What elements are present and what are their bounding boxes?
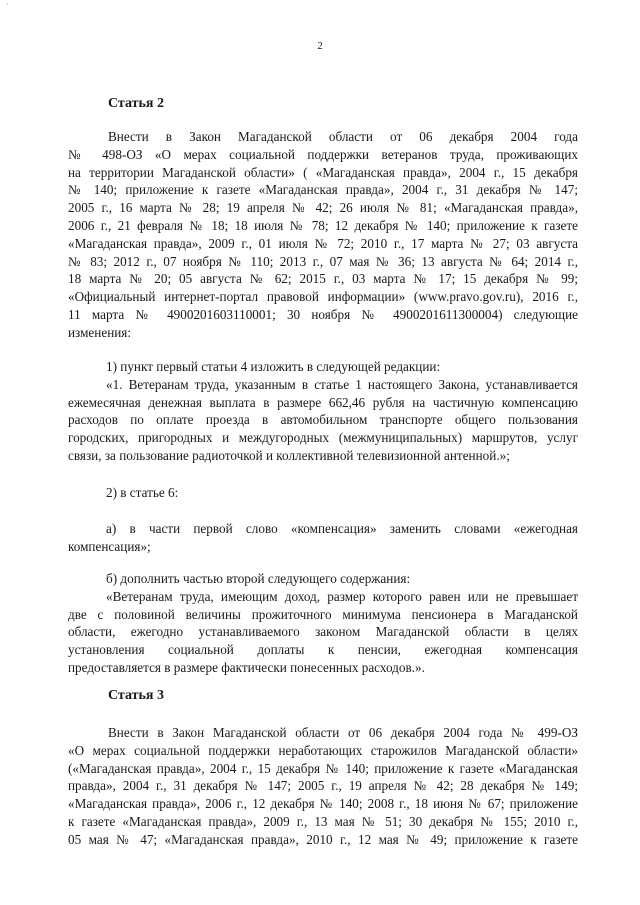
- text-line: связи, за пользование радиоточкой и коллективной телевизионной антенной.»;: [68, 447, 510, 463]
- text-line: 2006 г., 21 февраля № 18; 18 июля № 78; 12 декабря № 140; приложение к газете: [68, 217, 578, 233]
- text-line: правда», 2004 г., 31 декабря № 147; 2005 г., 19 апреля № 42; 28 декабря № 149;: [68, 778, 578, 794]
- article-2-item-2a: [68, 520, 578, 556]
- text-line: предоставляется в размере фактически понесенных расходов.».: [68, 659, 425, 675]
- text-line: компенсация»;: [68, 538, 151, 554]
- text-line: («Магаданская правда», 2004 г., 15 декабря № 140; приложение к газете «Магаданская: [68, 760, 578, 776]
- page-number: 2: [317, 40, 323, 52]
- text-line: «Ветеранам труда, имеющим доход, размер которого равен или не превышает: [106, 588, 578, 604]
- text-line: 05 мая № 47; «Магаданская правда», 2010 г., 12 мая № 49; приложение к газете: [68, 831, 578, 847]
- text-line: «1. Ветеранам труда, указанным в статье 1 настоящего Закона, устанавливается: [106, 376, 578, 392]
- text-line: № 498-ОЗ «О мерах социальной поддержки ветеранов труда, проживающих: [68, 146, 578, 162]
- text-line: установления социальной доплаты к пенсии, ежегодная компенсация: [68, 642, 578, 658]
- text-line: изменения:: [68, 324, 132, 340]
- text-line: области, ежегодно устанавливаемого законом Магаданской области в целях: [68, 624, 578, 640]
- text-line: к газете «Магаданская правда», 2009 г., 13 мая № 51; 30 декабря № 155; 2010 г.,: [68, 813, 578, 829]
- text-line: 18 марта № 20; 05 августа № 62; 2015 г., 03 марта № 17; 15 декабря № 99;: [68, 271, 578, 287]
- article-2-item-1: [68, 358, 578, 465]
- text-line: а) в части первой слово «компенсация» заменить словами «ежегодная: [106, 521, 578, 536]
- text-line: № 140; приложение к газете «Магаданская правда», 2004 г., 31 декабря № 147;: [68, 182, 578, 198]
- text-line: «Магаданская правда», 2009 г., 01 июля № 72; 2010 г., 17 марта № 27; 03 августа: [68, 235, 578, 251]
- text-line: «О мерах социальной поддержки неработающих старожилов Магаданской области»: [68, 742, 578, 758]
- text-line: «Магаданская правда», 2006 г., 12 декабря № 140; 2008 г., 18 июня № 67; приложение: [68, 796, 578, 812]
- text-line: «Официальный интернет-портал правовой информации» (www.pravo.gov.ru), 2016 г.,: [68, 289, 578, 305]
- text-line: № 83; 2012 г., 07 ноября № 110; 2013 г., 07 мая № 36; 13 августа № 64; 2014 г.,: [68, 253, 578, 269]
- article-2-heading: Статья 2: [108, 96, 164, 111]
- text-line: Внести в Закон Магаданской области от 06 декабря 2004 года: [108, 129, 578, 144]
- corner-scan-mark: ´: [6, 2, 9, 11]
- text-line: две с половиной величины прожиточного минимума пенсионера в Магаданской: [68, 606, 578, 622]
- text-line: городских, пригородных и междугородных (межмуниципальных) маршрутов, услуг: [68, 430, 578, 446]
- text-line: 2) в статье 6:: [106, 485, 179, 500]
- text-line: ежемесячная денежная выплата в размере 662,46 рубля на частичную компенсацию: [68, 394, 578, 410]
- article-3-heading: Статья 3: [108, 688, 164, 703]
- text-line: 11 марта № 4900201603110001; 30 ноября № 4900201611300004) следующие: [68, 306, 578, 322]
- text-line: Внести в Закон Магаданской области от 06 декабря 2004 года № 499-ОЗ: [108, 725, 578, 740]
- text-line: 2005 г., 16 марта № 28; 19 апреля № 42; 26 июля № 81; «Магаданская правда»,: [68, 200, 578, 216]
- text-line: расходов по оплате проезда в автомобильном транспорте общего пользования: [68, 412, 578, 428]
- text-line: на территории Магаданской области» ( «Магаданская правда», 2004 г., 15 декабря: [68, 164, 578, 180]
- text-line: 1) пункт первый статьи 4 изложить в следующей редакции:: [106, 359, 441, 374]
- article-2-item-2: [68, 484, 578, 502]
- article-3-intro-paragraph: [68, 724, 578, 849]
- article-2-item-2b: [68, 570, 578, 677]
- text-line: б) дополнить частью второй следующего содержания:: [106, 571, 411, 586]
- article-2-intro-paragraph: [68, 128, 578, 342]
